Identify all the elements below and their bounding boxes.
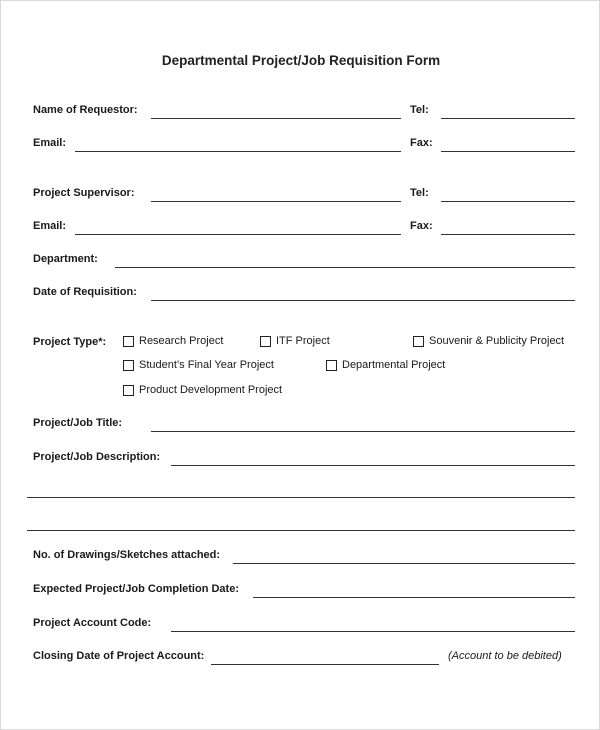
checkbox-student-project[interactable] bbox=[123, 359, 274, 371]
account-code-field[interactable] bbox=[171, 631, 575, 632]
project-job-title-field[interactable] bbox=[151, 431, 575, 432]
account-code-label: Project Account Code: bbox=[33, 617, 152, 629]
email-label-1: Email: bbox=[33, 137, 67, 149]
project-supervisor-label: Project Supervisor: bbox=[33, 187, 135, 199]
checkbox-icon[interactable] bbox=[123, 360, 134, 371]
date-of-requisition-label: Date of Requisition: bbox=[33, 286, 137, 298]
form-title: Departmental Project/Job Requisition Form bbox=[161, 53, 441, 68]
checkbox-souvenir-project[interactable] bbox=[413, 335, 564, 347]
tel-label-2: Tel: bbox=[410, 187, 429, 199]
checkbox-icon[interactable] bbox=[123, 336, 134, 347]
checkbox-label: Student’s Final Year Project bbox=[139, 359, 274, 371]
description-line-2[interactable] bbox=[27, 497, 575, 498]
checkbox-product-development-project[interactable] bbox=[123, 384, 282, 396]
tel-label-1: Tel: bbox=[410, 104, 429, 116]
project-type-label: Project Type*: bbox=[33, 336, 107, 348]
fax-field-1[interactable] bbox=[441, 151, 575, 152]
email-field-2[interactable] bbox=[75, 234, 401, 235]
tel-field-1[interactable] bbox=[441, 118, 575, 119]
department-field[interactable] bbox=[115, 267, 575, 268]
checkbox-icon[interactable] bbox=[123, 385, 134, 396]
checkbox-icon[interactable] bbox=[413, 336, 424, 347]
drawings-attached-label: No. of Drawings/Sketches attached: bbox=[33, 549, 221, 561]
email-field-1[interactable] bbox=[75, 151, 401, 152]
closing-date-field[interactable] bbox=[211, 664, 439, 665]
description-line-3[interactable] bbox=[27, 530, 575, 531]
checkbox-label: Departmental Project bbox=[342, 359, 446, 371]
project-supervisor-field[interactable] bbox=[151, 201, 401, 202]
project-job-title-label: Project/Job Title: bbox=[33, 417, 123, 429]
fax-field-2[interactable] bbox=[441, 234, 575, 235]
completion-date-field[interactable] bbox=[253, 597, 575, 598]
checkbox-label: Research Project bbox=[139, 335, 224, 347]
checkbox-label: ITF Project bbox=[276, 335, 330, 347]
drawings-attached-field[interactable] bbox=[233, 563, 575, 564]
name-of-requestor-label: Name of Requestor: bbox=[33, 104, 138, 116]
checkbox-icon[interactable] bbox=[260, 336, 271, 347]
fax-label-2: Fax: bbox=[410, 220, 433, 232]
tel-field-2[interactable] bbox=[441, 201, 575, 202]
checkbox-icon[interactable] bbox=[326, 360, 337, 371]
checkbox-label: Souvenir & Publicity Project bbox=[429, 335, 565, 347]
date-of-requisition-field[interactable] bbox=[151, 300, 575, 301]
fax-label-1: Fax: bbox=[410, 137, 433, 149]
checkbox-research-project[interactable] bbox=[123, 335, 223, 347]
account-note: (Account to be debited) bbox=[448, 650, 562, 662]
project-job-description-field[interactable] bbox=[171, 465, 575, 466]
checkbox-label: Product Development Project bbox=[139, 384, 283, 396]
checkbox-departmental-project[interactable] bbox=[326, 359, 445, 371]
name-of-requestor-field[interactable] bbox=[151, 118, 401, 119]
project-job-description-label: Project/Job Description: bbox=[33, 451, 161, 463]
email-label-2: Email: bbox=[33, 220, 67, 232]
closing-date-label: Closing Date of Project Account: bbox=[33, 650, 205, 662]
checkbox-itf-project[interactable] bbox=[260, 335, 330, 347]
department-label: Department: bbox=[33, 253, 98, 265]
completion-date-label: Expected Project/Job Completion Date: bbox=[33, 583, 239, 595]
